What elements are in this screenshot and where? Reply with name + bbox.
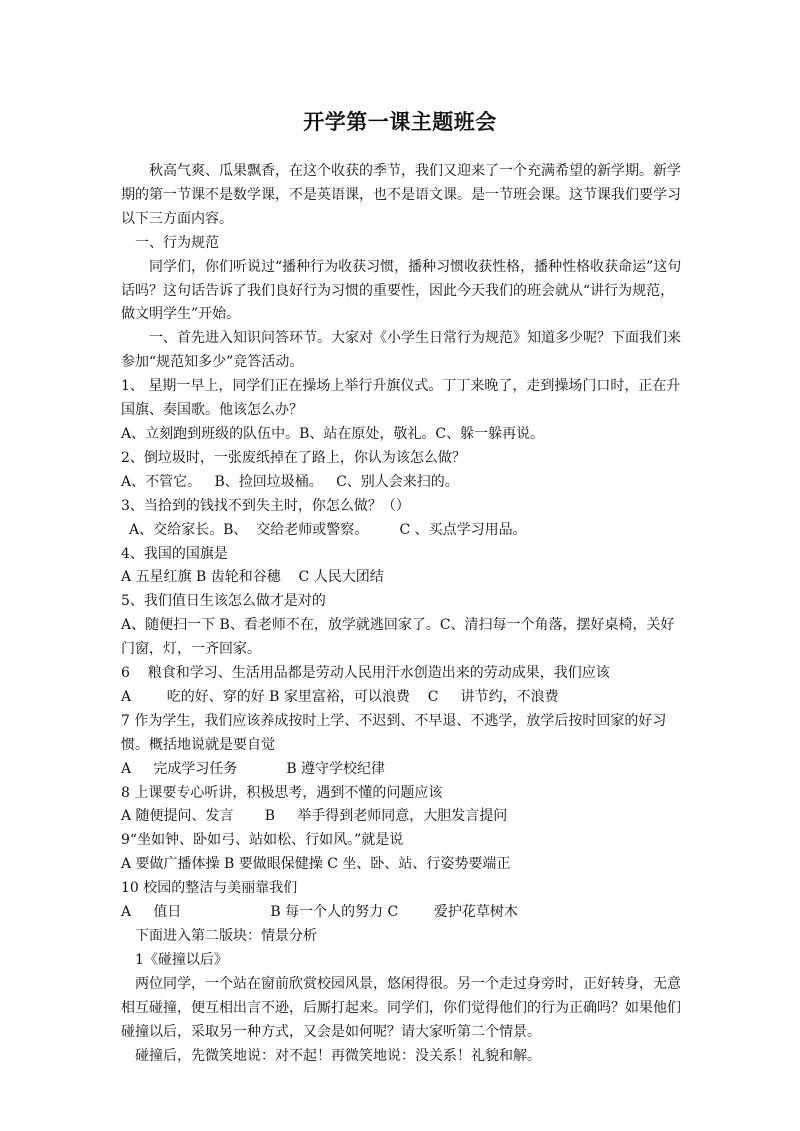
- document-body: [121, 160, 687, 1068]
- answer-options: A、交给家长。B、 交给老师或警察。 C 、买点学习用品。: [129, 521, 527, 538]
- question: 7 作为学生，我们应该养成按时上学、不迟到、不早退、不逃学，放学后按时回家的好习惯。概括地说就是要自觉: [121, 712, 667, 753]
- answer-options: A 随便提问、发言 B 举手得到老师同意，大胆发言提问: [121, 808, 508, 825]
- answer-options: A 五星红旗 B 齿轮和谷穗 C 人民大团结: [121, 569, 384, 586]
- question: 9“坐如钟、卧如弓、站如松、行如风。”就是说: [121, 832, 404, 849]
- document-title: 开学第一课主题班会: [303, 109, 497, 134]
- question: 1、 星期一早上，同学们正在操场上举行升旗仪式。丁丁来晚了，走到操场门口时，正在升国旗、奏国歌。他该怎么办？: [121, 378, 681, 419]
- paragraph: 碰撞后，先微笑地说：对不起！再微笑地说：没关系！礼貌和解。: [135, 1047, 541, 1064]
- question: 6 粮食和学习、生活用品都是劳动人民用汗水创造出来的劳动成果，我们应该: [121, 665, 610, 682]
- answer-options: A、随便扫一下 B、看老师不在，放学就逃回家了。C、清扫每一个角落，摆好桌椅，关好门窗，灯，一齐回家。: [121, 617, 675, 658]
- answer-options: A 完成学习任务 B 遵守学校纪律: [121, 760, 386, 777]
- paragraph: 同学们，你们听说过“播种行为收获习惯，播种习惯收获性格，播种性格收获命运”这句话吗？这句话告诉了我们良好行为习惯的重要性，因此今天我们的班会就从“讲行为规范，做文明学生”开始。: [121, 258, 682, 323]
- answer-options: A 要做广播体操 B 要做眼保健操 C 坐、卧、站、行姿势要端正: [121, 856, 511, 873]
- scenario-title: 1《碰撞以后》: [135, 951, 228, 968]
- question: 2、倒垃圾时，一张废纸掉在了路上，你认为该怎么做？: [121, 449, 466, 466]
- paragraph: 两位同学，一个站在窗前欣赏校园风景，悠闲得很。另一个走过身旁时，正好转身，无意相互碰撞，便互相出言不逊，后厮打起来。同学们，你们觉得他们的行为正确吗？如果他们碰撞以后，采取另一种方式，又会是如何呢？请大家听第二个情景。: [121, 975, 681, 1040]
- answer-options: A 吃的好、穿的好 B 家里富裕，可以浪费 C 讲节约，不浪费: [121, 688, 559, 705]
- section-heading: 一、行为规范: [135, 234, 219, 251]
- question: 3、当拾到的钱找不到失主时，你怎么做？（）: [121, 497, 410, 514]
- question: 8 上课要专心听讲，积极思考，遇到不懂的问题应该: [121, 784, 443, 801]
- answer-options: A、不管它。 B、捡回垃圾桶。 C、别人会来扫的。: [121, 473, 459, 490]
- question: 10 校园的整洁与美丽靠我们: [121, 880, 298, 897]
- question: 4、我国的国旗是: [121, 545, 228, 562]
- answer-options: A、立刻跑到班级的队伍中。B、站在原处，敬礼。C、躲一躲再说。: [121, 425, 545, 442]
- paragraph: 秋高气爽、瓜果飘香，在这个收获的季节，我们又迎来了一个充满希望的新学期。新学期的第一节课不是数学课，不是英语课，也不是语文课。是一节班会课。这节课我们要学习以下三方面内容。: [121, 163, 681, 227]
- answer-options: A 值日 B 每一个人的努力 C 爱护花草树木: [121, 904, 518, 921]
- paragraph: 一、首先进入知识问答环节。大家对《小学生日常行为规范》知道多少呢？下面我们来参加“规范知多少”竞答活动。: [121, 330, 681, 371]
- section-heading: 下面进入第二版块：情景分析: [135, 928, 317, 944]
- question: 5、我们值日生该怎么做才是对的: [121, 593, 326, 610]
